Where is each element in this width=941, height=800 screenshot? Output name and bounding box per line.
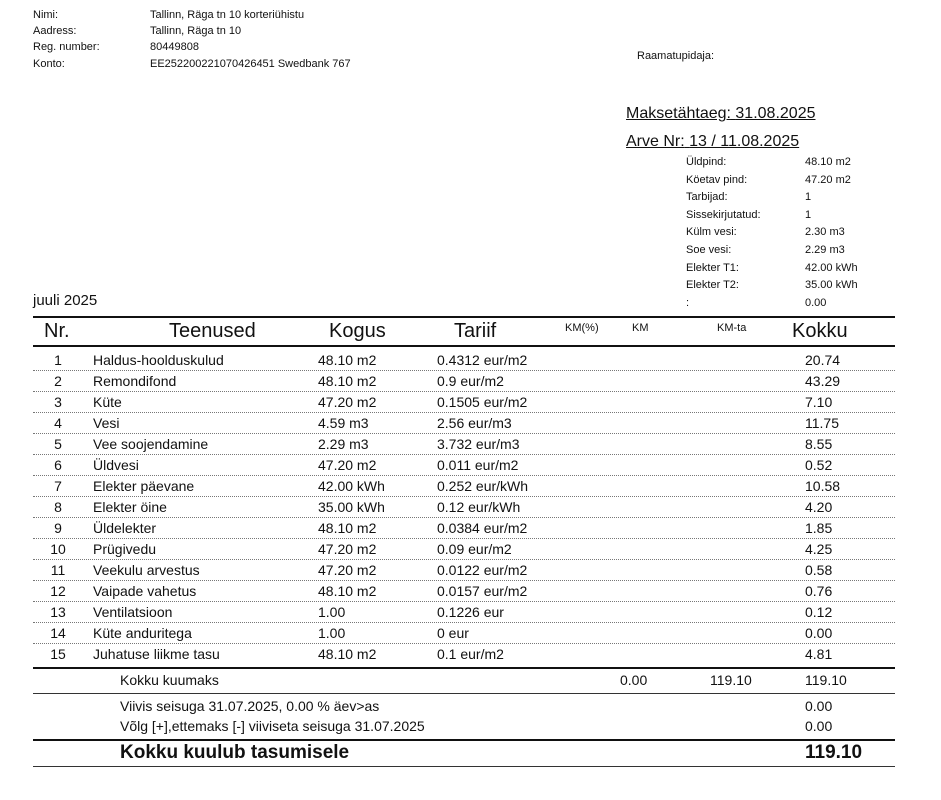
row-total: 1.85: [805, 520, 833, 536]
row-service: Elekter päevane: [93, 478, 195, 494]
invoice-number: [626, 133, 799, 151]
table-row: [0, 497, 941, 518]
accountant-label: Raamatupidaja:: [637, 50, 715, 62]
row-total: 0.76: [805, 583, 833, 599]
info-value: 48.10 m2: [805, 156, 851, 168]
row-service: Vesi: [93, 415, 120, 431]
table-row: [0, 350, 941, 371]
info-label: Elekter T2:: [686, 279, 739, 292]
table-row: [0, 476, 941, 497]
row-qty: 48.10 m2: [318, 646, 377, 662]
row-total: 0.58: [805, 562, 833, 578]
owner-name-label: Nimi:: [33, 9, 59, 21]
row-service: Üldelekter: [93, 520, 157, 536]
row-qty: 47.20 m2: [318, 541, 377, 557]
row-nr: 8: [54, 499, 62, 515]
info-value: 35.00 kWh: [805, 279, 858, 292]
monthly-label: Kokku kuumaks: [120, 672, 219, 688]
table-row: [0, 455, 941, 476]
row-service: Üldvesi: [93, 457, 139, 473]
table-row: [0, 581, 941, 602]
row-qty: 2.29 m3: [318, 436, 369, 452]
row-nr: 7: [54, 478, 62, 494]
row-nr: 6: [54, 457, 62, 473]
row-tariff: 3.732 eur/m3: [437, 436, 520, 452]
row-service: Elekter öine: [93, 499, 167, 515]
row-qty: 48.10 m2: [318, 373, 377, 389]
row-qty: 48.10 m2: [318, 583, 377, 599]
row-total: 0.52: [805, 457, 833, 473]
table-row: [0, 644, 941, 665]
row-service: Veekulu arvestus: [93, 562, 200, 578]
row-tariff: 0.0157 eur/m2: [437, 583, 528, 599]
info-value: 42.00 kWh: [805, 261, 858, 274]
owner-name-value: Tallinn, Räga tn 10 korteriühistu: [150, 9, 305, 21]
monthly-vat: 0.00: [620, 672, 648, 688]
row-qty: 1.00: [318, 604, 346, 620]
row-tariff: 2.56 eur/m3: [437, 415, 512, 431]
due-date: [626, 105, 815, 123]
table-row: [0, 434, 941, 455]
row-total: 11.75: [805, 415, 839, 431]
row-nr: 15: [50, 646, 66, 662]
info-label: Elekter T1:: [686, 261, 739, 274]
row-service: Küte: [93, 394, 122, 410]
owner-reg-value: 80449808: [150, 41, 199, 53]
row-qty: 42.00 kWh: [318, 478, 385, 494]
row-nr: 3: [54, 394, 62, 410]
row-total: 8.55: [805, 436, 833, 452]
row-tariff: 0 eur: [437, 625, 469, 641]
table-row: [0, 560, 941, 581]
row-service: Haldus-hoolduskulud: [93, 352, 224, 368]
row-qty: 1.00: [318, 625, 346, 641]
row-total: 0.00: [805, 625, 833, 641]
monthly-total: 119.10: [805, 672, 847, 688]
row-nr: 5: [54, 436, 62, 452]
row-service: Küte anduritega: [93, 625, 192, 641]
row-tariff: 0.0122 eur/m2: [437, 562, 528, 578]
row-qty: 48.10 m2: [318, 520, 377, 536]
owner-address-label: Aadress:: [33, 25, 77, 37]
row-service: Remondifond: [93, 373, 177, 389]
row-service: Ventilatsioon: [93, 604, 173, 620]
info-label: Tarbijad:: [686, 191, 728, 204]
grand-total-label: Kokku kuulub tasumisele: [120, 742, 350, 763]
table-row: [0, 623, 941, 644]
header-total: Kokku: [792, 320, 848, 342]
row-service: Vaipade vahetus: [93, 583, 197, 599]
row-qty: 4.59 m3: [318, 415, 369, 431]
row-nr: 9: [54, 520, 62, 536]
row-tariff: 0.0384 eur/m2: [437, 520, 528, 536]
owner-reg-label: Reg. number:: [33, 41, 100, 53]
info-label: Sissekirjutatud:: [686, 208, 761, 221]
row-tariff: 0.011 eur/m2: [437, 457, 519, 473]
info-value: 2.29 m3: [805, 244, 845, 256]
row-qty: 47.20 m2: [318, 394, 377, 410]
header-vat: KM: [632, 322, 649, 334]
monthly-no-vat: 119.10: [710, 672, 752, 688]
row-service: Juhatuse liikme tasu: [93, 646, 220, 662]
grand-total-bottom-rule: [33, 766, 895, 767]
row-total: 0.12: [805, 604, 833, 620]
row-total: 7.10: [805, 394, 833, 410]
table-row: [0, 392, 941, 413]
info-value: 2.30 m3: [805, 226, 845, 239]
row-tariff: 0.252 eur/kWh: [437, 478, 529, 494]
info-label: Üldpind:: [686, 156, 727, 168]
row-tariff: 0.9 eur/m2: [437, 373, 504, 389]
table-row: [0, 539, 941, 560]
owner-address-value: Tallinn, Räga tn 10: [150, 25, 242, 37]
info-label: :: [686, 296, 690, 309]
row-qty: 47.20 m2: [318, 457, 377, 473]
row-qty: 35.00 kWh: [318, 499, 385, 515]
table-row: [0, 371, 941, 392]
monthly-top-rule: [33, 667, 895, 669]
penalty-value: 0.00: [805, 698, 833, 714]
row-nr: 14: [50, 625, 66, 641]
header-nr: Nr.: [44, 320, 70, 342]
row-nr: 1: [54, 352, 62, 368]
row-tariff: 0.09 eur/m2: [437, 541, 512, 557]
info-value: 1: [805, 191, 812, 204]
table-row: [0, 413, 941, 434]
row-total: 10.58: [805, 478, 841, 494]
table-row: [0, 518, 941, 539]
row-nr: 11: [50, 562, 66, 578]
row-tariff: 0.4312 eur/m2: [437, 352, 528, 368]
row-tariff: 0.1 eur/m2: [437, 646, 504, 662]
row-qty: 47.20 m2: [318, 562, 377, 578]
row-total: 4.81: [805, 646, 833, 662]
row-tariff: 0.12 eur/kWh: [437, 499, 521, 515]
info-label: Soe vesi:: [686, 244, 732, 256]
row-total: 4.25: [805, 541, 833, 557]
row-nr: 12: [50, 583, 66, 599]
info-value: 47.20 m2: [805, 173, 851, 186]
row-total: 4.20: [805, 499, 833, 515]
info-value: 0.00: [805, 296, 827, 309]
header-service: Teenused: [169, 320, 256, 342]
row-tariff: 0.1226 eur: [437, 604, 504, 620]
row-total: 20.74: [805, 352, 841, 368]
table-top-rule: [33, 316, 895, 318]
row-service: Prügivedu: [93, 541, 157, 557]
penalty-label: Viivis seisuga 31.07.2025, 0.00 % äev>as: [120, 698, 380, 714]
due-date-label: Maksetähtaeg:: [626, 105, 731, 122]
header-no-vat: KM-ta: [717, 322, 747, 334]
row-nr: 2: [54, 373, 62, 389]
due-date-value: 31.08.2025: [735, 105, 816, 122]
grand-total-top-rule: [33, 739, 895, 741]
row-total: 43.29: [805, 373, 841, 389]
header-qty: Kogus: [329, 320, 386, 342]
debt-value: 0.00: [805, 718, 833, 734]
grand-total-value: 119.10: [805, 742, 863, 763]
monthly-bottom-rule: [33, 693, 895, 694]
row-qty: 48.10 m2: [318, 352, 377, 368]
info-value: 1: [805, 208, 812, 221]
row-nr: 10: [50, 541, 66, 557]
row-service: Vee soojendamine: [93, 436, 209, 452]
owner-account-value: EE252200221070426451 Swedbank 767: [150, 58, 351, 70]
invoice-number-value: 13 / 11.08.2025: [689, 133, 800, 150]
debt-label: Võlg [+],ettemaks [-] viiviseta seisuga 31.07.2025: [120, 718, 425, 734]
table-header-rule: [33, 345, 895, 347]
invoice-number-label: Arve Nr:: [626, 133, 685, 150]
billing-period: juuli 2025: [33, 292, 98, 309]
info-label: Külm vesi:: [686, 226, 737, 239]
row-nr: 13: [50, 604, 66, 620]
row-tariff: 0.1505 eur/m2: [437, 394, 528, 410]
owner-account-label: Konto:: [33, 58, 65, 70]
header-vat-pct: KM(%): [565, 322, 599, 334]
header-tariff: Tariif: [454, 320, 497, 342]
row-nr: 4: [54, 415, 62, 431]
info-label: Köetav pind:: [686, 173, 748, 186]
table-row: [0, 602, 941, 623]
